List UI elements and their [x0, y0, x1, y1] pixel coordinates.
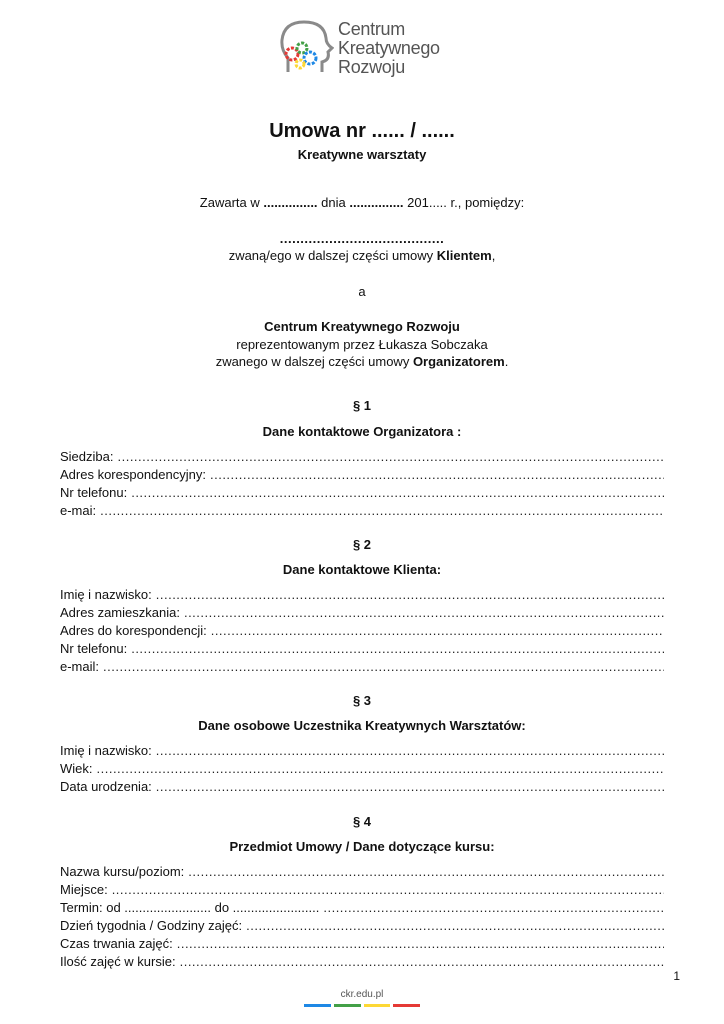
field-label: Ilość zajęć w kursie: [60, 954, 176, 969]
form-field-row [60, 503, 664, 520]
client-def-prefix: zwaną/ego w dalszej części umowy [228, 248, 437, 263]
intro-suffix: 201..... r., pomiędzy: [403, 195, 525, 210]
organizer-term: Organizatorem [412, 354, 505, 369]
dotted-fill-line [246, 918, 664, 935]
form-field-row [60, 779, 664, 796]
client-definition [0, 248, 724, 263]
dotted-fill-line [156, 587, 664, 604]
field-label: Miejsce: [60, 882, 108, 897]
field-label: Adres korespondencyjny: [60, 467, 206, 482]
field-label: Nr telefonu: [60, 641, 128, 656]
field-label: e-mai: [60, 503, 97, 518]
section-number: § 1 [352, 398, 372, 413]
footer-color-bars [304, 1004, 420, 1007]
dotted-fill-line [131, 485, 664, 502]
dotted-fill-line [211, 623, 664, 640]
field-label: Adres zamieszkania: [60, 605, 180, 620]
place-placeholder: ............... [263, 195, 318, 210]
ckr-logo [272, 18, 462, 80]
form-field-row [60, 641, 664, 658]
footer-url: ckr.edu.pl [340, 989, 384, 1000]
form-field-row [60, 659, 664, 676]
dotted-fill-line [188, 864, 664, 881]
form-field-row [60, 882, 664, 899]
field-label: Data urodzenia: [60, 779, 152, 794]
dotted-fill-line [97, 761, 665, 778]
intro-prefix: Zawarta w [199, 195, 264, 210]
conjunction: a [358, 284, 366, 299]
form-field-row [60, 449, 664, 466]
date-placeholder: ............... [349, 195, 404, 210]
client-def-suffix: , [491, 248, 496, 263]
page-number: 1 [673, 969, 680, 983]
dotted-fill-line [210, 467, 664, 484]
section-number: § 2 [352, 537, 372, 552]
section-number: § 4 [352, 814, 372, 829]
logo-wordmark [338, 20, 440, 77]
client-name-placeholder: ........................................ [279, 231, 445, 246]
dotted-fill-line [103, 659, 664, 676]
dotted-fill-line [156, 743, 664, 760]
form-field-row [60, 605, 664, 622]
gear-icon [296, 60, 304, 68]
form-field-row [60, 918, 664, 935]
section-title: Dane kontaktowe Klienta: [282, 562, 442, 577]
section-title: Dane osobowe Uczestnika Kreatywnych Warsztatów: [198, 718, 526, 733]
form-field-row [60, 743, 664, 760]
org-def-prefix: zwanego w dalszej części umowy [215, 354, 413, 369]
field-label: Nr telefonu: [60, 485, 128, 500]
form-field-row [60, 900, 664, 917]
field-label: Czas trwania zajęć: [60, 936, 173, 951]
intro-line [0, 195, 724, 210]
footer-color-bar [334, 1004, 361, 1007]
form-field-row [60, 467, 664, 484]
gear-icon [297, 43, 307, 53]
organizer-name: Centrum Kreatywnego Rozwoju [264, 319, 460, 334]
field-label: Imię i nazwisko: [60, 743, 152, 758]
section-number: § 3 [352, 693, 372, 708]
dotted-fill-line [323, 900, 664, 917]
dotted-fill-line [131, 641, 664, 658]
gear-icon [304, 52, 316, 64]
field-label: Wiek: [60, 761, 93, 776]
field-label: e-mail: [60, 659, 100, 674]
org-def-suffix: . [504, 354, 509, 369]
section-title: Przedmiot Umowy / Dane dotyczące kursu: [229, 839, 495, 854]
field-label: Termin: od ........................ do ........................ [60, 900, 320, 915]
client-term: Klientem [436, 248, 492, 263]
dotted-fill-line [100, 503, 664, 520]
form-field-row [60, 623, 664, 640]
field-label: Dzień tygodnia / Godziny zajęć: [60, 918, 243, 933]
field-label: Imię i nazwisko: [60, 587, 152, 602]
logo-line-2: Kreatywnego [338, 38, 440, 58]
field-label: Siedziba: [60, 449, 114, 464]
section-title: Dane kontaktowe Organizatora : [262, 424, 462, 439]
logo-line-3: Rozwoju [338, 57, 405, 77]
organizer-definition [0, 354, 724, 369]
intro-mid: dnia [317, 195, 350, 210]
organizer-representative: reprezentowanym przez Łukasza Sobczaka [236, 337, 488, 352]
dotted-fill-line [112, 882, 664, 899]
dotted-fill-line [184, 605, 664, 622]
field-label: Nazwa kursu/poziom: [60, 864, 185, 879]
dotted-fill-line [156, 779, 664, 796]
form-field-row [60, 954, 664, 971]
footer-color-bar [304, 1004, 331, 1007]
footer-color-bar [364, 1004, 391, 1007]
form-field-row [60, 761, 664, 778]
contract-title: Umowa nr ...... / ...... [269, 120, 455, 142]
dotted-fill-line [180, 954, 664, 971]
logo-line-1: Centrum [338, 19, 405, 39]
contract-subtitle: Kreatywne warsztaty [297, 147, 427, 162]
field-label: Adres do korespondencji: [60, 623, 207, 638]
dotted-fill-line [177, 936, 664, 953]
form-field-row [60, 936, 664, 953]
form-field-row [60, 485, 664, 502]
form-field-row [60, 587, 664, 604]
dotted-fill-line [117, 449, 664, 466]
footer-color-bar [393, 1004, 420, 1007]
form-field-row [60, 864, 664, 881]
head-gears-icon [272, 18, 334, 80]
